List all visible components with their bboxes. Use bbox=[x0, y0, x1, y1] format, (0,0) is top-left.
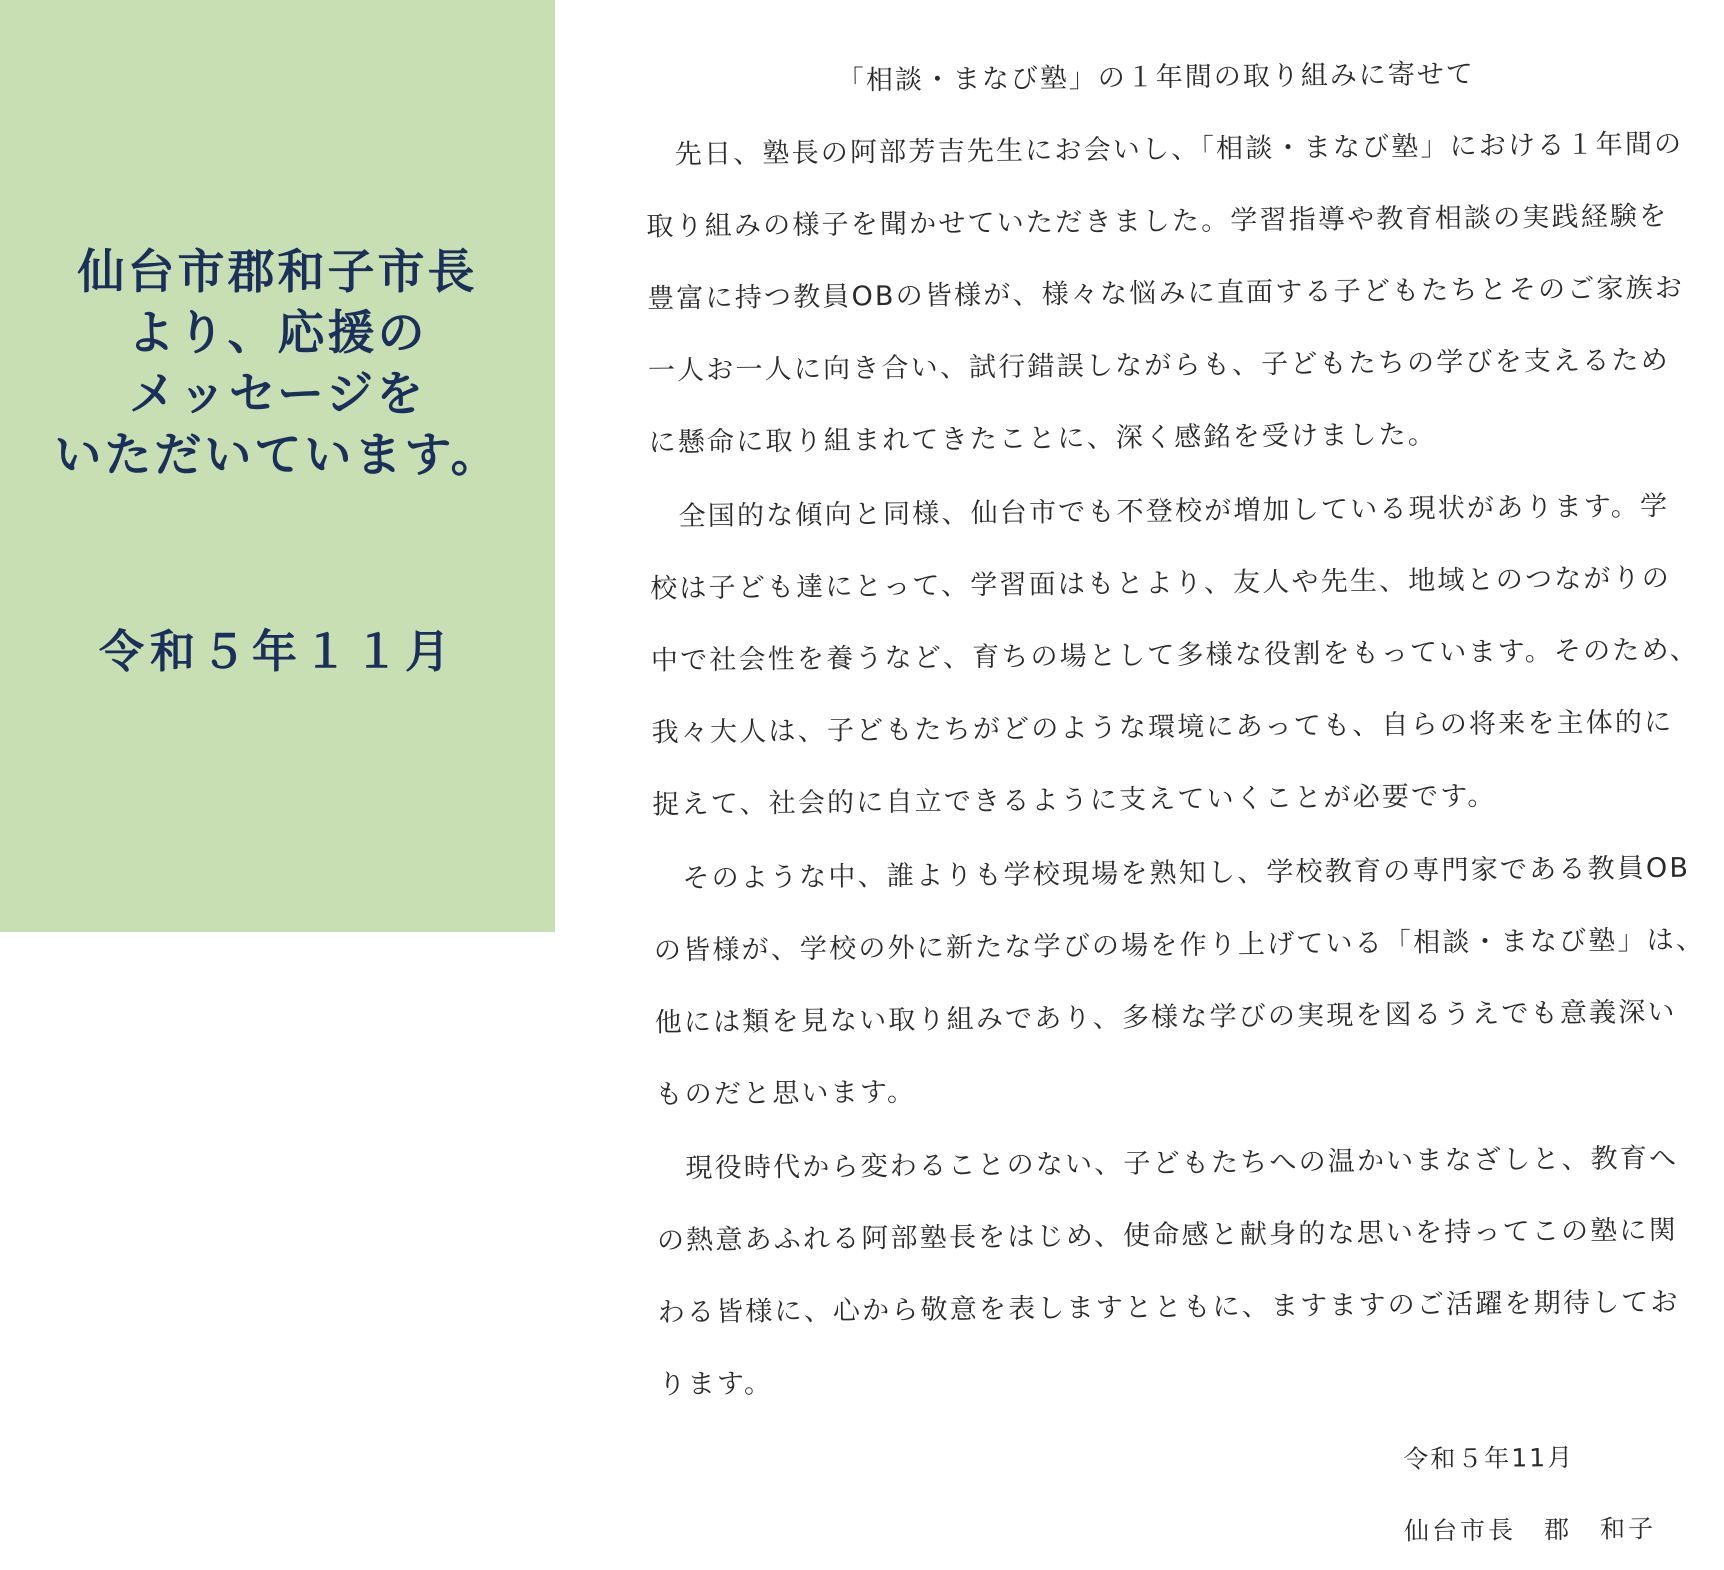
letter-line: 我々大人は、子どもたちがどのような環境にあっても、自らの将来を主体的に bbox=[651, 706, 1674, 749]
letter-line: 他には類を見ない取り組みであり、多様な学びの実現を図るうえでも意義深い bbox=[654, 996, 1677, 1039]
letter-line: 全国的な傾向と同様、仙台市でも不登校が増加している現状があります。学 bbox=[649, 490, 1670, 533]
letter-line: の皆様が、学校の外に新たな学びの場を作り上げている「相談・まなび塾」は、 bbox=[653, 924, 1706, 967]
letter-date: 令和５年11月 bbox=[1403, 1442, 1575, 1474]
letter-line: 校は子ども達にとって、学習面はもとより、友人や先生、地域とのつながりの bbox=[650, 562, 1672, 605]
letter-line: に懸命に取り組まれてきたことに、深く感銘を受けました。 bbox=[648, 419, 1438, 459]
banner-heading-line: いただいています。 bbox=[54, 428, 501, 483]
banner-date: 令和５年１１月 bbox=[98, 625, 456, 678]
scanned-letter bbox=[600, 0, 1724, 1570]
banner-heading-line: メッセージを bbox=[128, 367, 427, 422]
letter-line: 現役時代から変わることのない、子どもたちへの温かいまなざしと、教育へ bbox=[656, 1142, 1679, 1185]
letter-line: ります。 bbox=[658, 1368, 774, 1401]
letter-line: の熱意あふれる阿部塾長をはじめ、使命感と献身的な思いを持ってこの塾に関 bbox=[656, 1214, 1679, 1257]
letter-line: 一人お一人に向き合い、試行錯誤しながらも、子どもたちの学びを支えるため bbox=[647, 344, 1670, 387]
letter-line: そのような中、誰よりも学校現場を熟知し、学校教育の専門家である教員OB bbox=[653, 852, 1691, 895]
letter-title: 「相談・まなび塾」の１年間の取り組みに寄せて bbox=[836, 58, 1475, 97]
letter-line: 先日、塾長の阿部芳吉先生にお会いし、「相談・まなび塾」における１年間の bbox=[645, 128, 1684, 171]
letter-line: 中で社会性を養うなど、育ちの場として多様な役割をもっています。そのため、 bbox=[650, 634, 1699, 677]
letter-line: 取り組みの様子を聞かせていただきました。学習指導や教育相談の実践経験を bbox=[646, 200, 1669, 243]
letter-line: 豊富に持つ教員OBの皆様が、様々な悩みに直面する子どもたちとそのご家族お bbox=[646, 272, 1685, 315]
letter-signature: 仙台市長 郡 和子 bbox=[1403, 1514, 1657, 1546]
banner-heading bbox=[0, 242, 555, 486]
letter-line: 捉えて、社会的に自立できるように支えていくことが必要です。 bbox=[652, 780, 1497, 821]
banner-heading-line: 仙台市郡和子市長 bbox=[77, 245, 478, 300]
message-banner bbox=[0, 0, 555, 932]
letter-line: ものだと思います。 bbox=[655, 1076, 917, 1111]
banner-heading-line: より、応援の bbox=[127, 306, 428, 361]
letter-line: わる皆様に、心から敬意を表しますとともに、ますますのご活躍を期待してお bbox=[657, 1286, 1680, 1329]
